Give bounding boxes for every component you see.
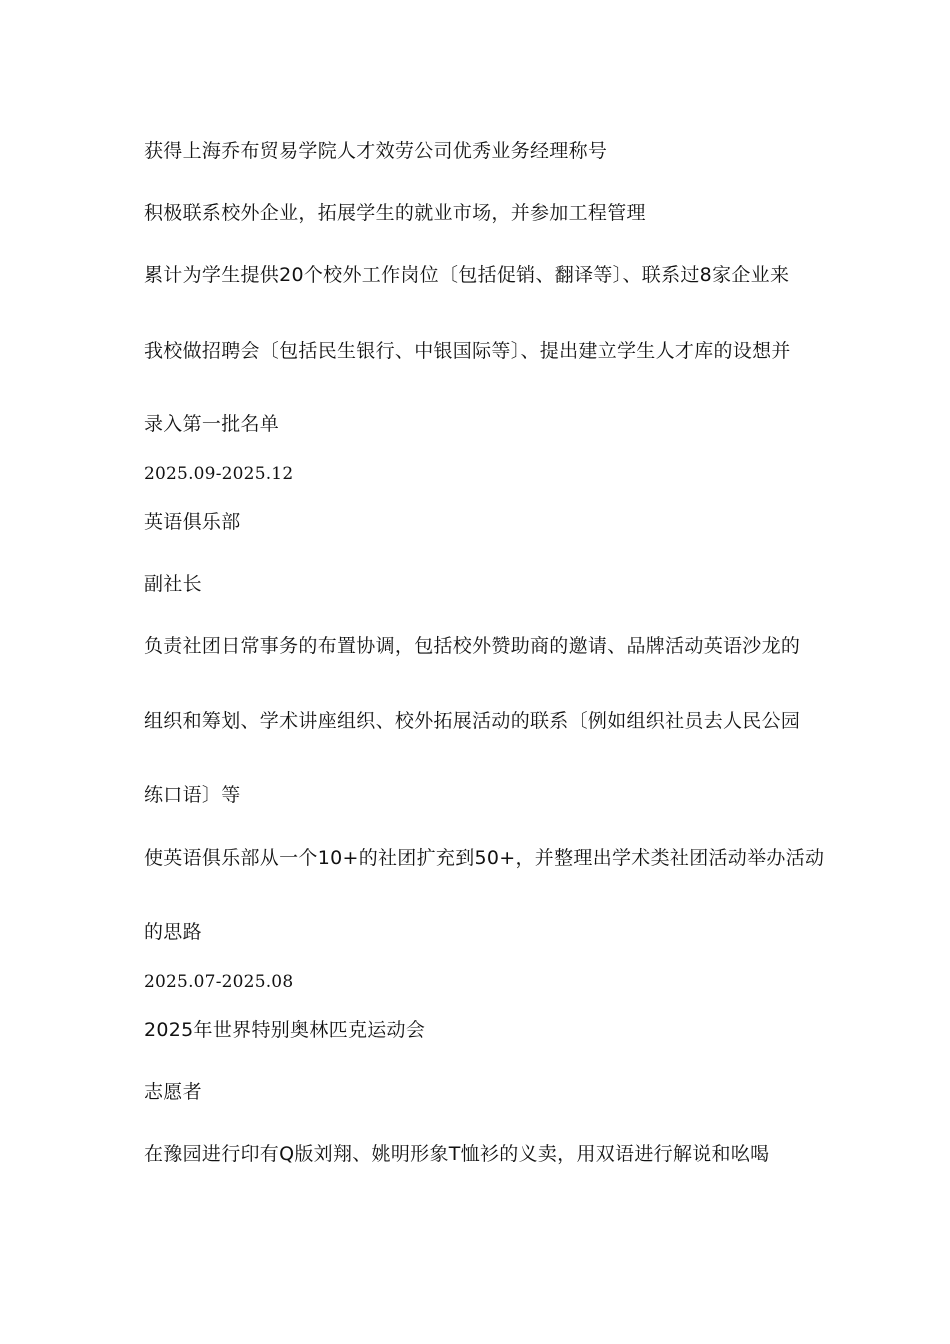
description-line: 我校做招聘会〔包括民生银行、中银国际等〕、提出建立学生人才库的设想并 [144,340,791,362]
responsibility-line: 积极联系校外企业，拓展学生的就业市场，并参加工程管理 [144,202,646,224]
description-line: 练口语〕等 [144,784,241,806]
position-title: 志愿者 [144,1081,202,1103]
date-range: 2025.07-2025.08 [144,972,294,992]
organization-name: 2025年世界特别奥林匹克运动会 [144,1019,426,1041]
description-line: 累计为学生提供20个校外工作岗位〔包括促销、翻译等〕、联系过8家企业来 [144,264,790,286]
position-title: 副社长 [144,573,202,595]
description-line: 组织和筹划、学术讲座组织、校外拓展活动的联系〔例如组织社员去人民公园 [144,710,801,732]
organization-name: 英语俱乐部 [144,511,241,533]
description-line: 录入第一批名单 [144,413,280,435]
description-line: 负责社团日常事务的布置协调，包括校外赞助商的邀请、品牌活动英语沙龙的 [144,635,801,657]
achievement-line: 获得上海乔布贸易学院人才效劳公司优秀业务经理称号 [144,140,608,162]
achievement-line: 使英语俱乐部从一个10+的社团扩充到50+，并整理出学术类社团活动举办活动 [144,847,825,869]
date-range: 2025.09-2025.12 [144,464,294,484]
description-line: 在豫园进行印有Q版刘翔、姚明形象T恤衫的义卖，用双语进行解说和吆喝 [144,1143,770,1165]
achievement-line: 的思路 [144,921,202,943]
